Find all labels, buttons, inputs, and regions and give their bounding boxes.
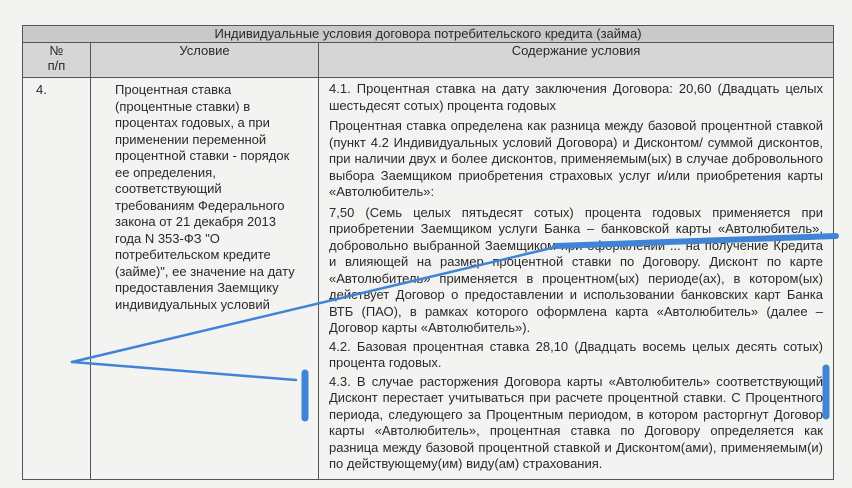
header-condition: Условие [91, 43, 319, 78]
header-number-line1: № [49, 43, 64, 58]
condition-line: Процентная ставка [115, 82, 232, 97]
content-paragraph-4-2: 4.2. Базовая процентная ставка 28,10 (Двадцать восемь целых десять сотых) процента годовых. [329, 338, 823, 370]
content-paragraph-rate-definition: Процентная ставка определена как разница между базовой процентной ставкой (пункт 4.2 Индивидуальных условий Договора) и Дисконтом/ суммой дисконтов, при наличии двух и более дисконтов, применяемым(ых) в случае добровольного выбора Заемщиком приобретения страховых услуг и/или приобретения карты «Автолюбитель»: [329, 118, 823, 199]
condition-line: применении переменной [115, 131, 267, 147]
condition-line: соответствующий [115, 181, 222, 196]
content-cell [319, 78, 834, 480]
condition-line: (процентные ставки) в [115, 98, 251, 114]
condition-line: процентах годовых, а при [115, 115, 270, 130]
condition-cell [91, 78, 319, 480]
condition-line: закона от 21 декабря 2013 [115, 214, 276, 229]
condition-line: процентной ставки - порядок [115, 148, 290, 163]
condition-line: (займе)", ее значение на дату [115, 263, 295, 279]
condition-line: индивидуальных условий [115, 296, 270, 312]
table-title: Индивидуальные условия договора потребительского кредита (займа) [23, 26, 834, 43]
condition-line: года N 353-ФЗ "О [115, 230, 220, 246]
header-number-line2: п/п [47, 58, 66, 73]
content-paragraph-4-3: 4.3. В случае расторжения Договора карты «Автолюбитель» соответствующий Дисконт перестает учитываться при расчете процентной ставки. С Процентного периода, следующего за Процентным периодом, в котором расторгнут Договор карты «Автолюбитель», процентная ставка по Договору определяется как разница между базовой процентной ставкой и Дисконтом(ами), применяемым(и) по действующему(им) виду(ам) страхования. [329, 373, 823, 471]
condition-line: требованиям Федерального [115, 197, 285, 213]
loan-conditions-table [22, 25, 834, 480]
header-content: Содержание условия [319, 43, 834, 78]
table-row [23, 78, 834, 480]
condition-line: предоставления Заемщику [115, 280, 279, 295]
content-paragraph-4-1: 4.1. Процентная ставка на дату заключения Договора: 20,60 (Двадцать целых шестьдесят сотых) процента годовых [329, 81, 823, 113]
row-number: 4. [23, 78, 91, 480]
table-header-row [23, 43, 834, 78]
condition-line: потребительском кредите [115, 247, 271, 262]
table-title-row [23, 26, 834, 43]
content-paragraph-discount: 7,50 (Семь целых пятьдесят сотых) процента годовых применяется при приобретении Заемщиком услуги Банка – банковской карты «Автолюбитель», добровольно выбранной Заемщиком при оформлении ... на получение Кредита и влияющей на размер процентной ставки по Договору. Дисконт по карте «Автолюбитель» применяется в процентном(ых) периоде(ах), в котором(ых) действует Договор о предоставлении и использовании банковских карт Банка ВТБ (ПАО), в рамках которого оформлена карта «Автолюбитель» (далее – Договор карты «Автолюбитель»). [329, 204, 823, 335]
header-number [23, 43, 91, 78]
condition-line: ее определения, [115, 164, 216, 180]
